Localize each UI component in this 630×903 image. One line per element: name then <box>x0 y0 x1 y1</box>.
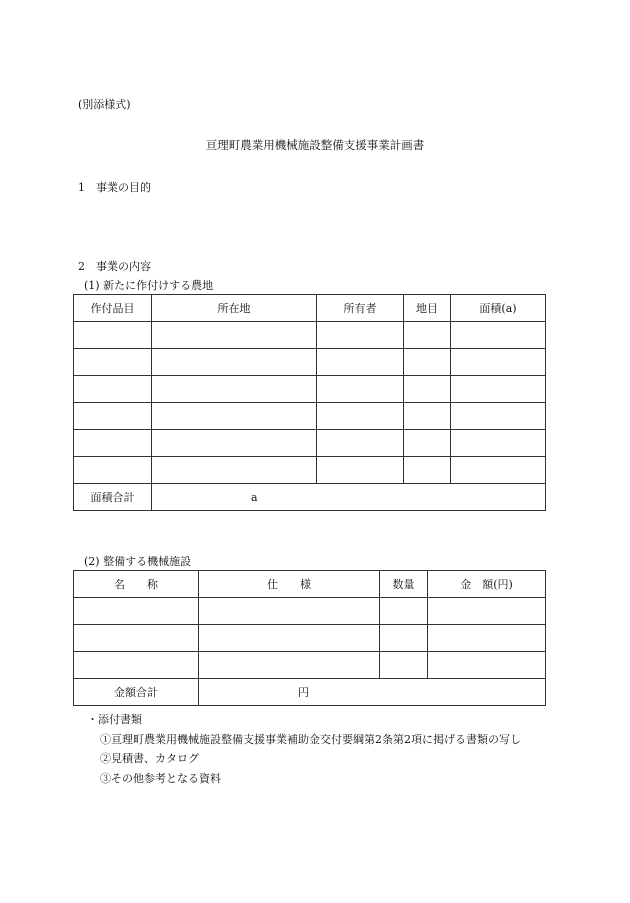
land-category-cell[interactable] <box>404 376 451 403</box>
table-row <box>74 403 546 430</box>
location-cell[interactable] <box>152 430 317 457</box>
location-cell[interactable] <box>152 376 317 403</box>
document-title: 亘理町農業用機械施設整備支援事業計画書 <box>205 138 425 152</box>
amount-cell[interactable] <box>428 652 546 679</box>
header-name: 名 称 <box>74 571 199 598</box>
location-cell[interactable] <box>152 322 317 349</box>
crop-cell[interactable] <box>74 322 152 349</box>
crop-cell[interactable] <box>74 376 152 403</box>
crop-cell[interactable] <box>74 403 152 430</box>
table-row <box>74 349 546 376</box>
table-row <box>74 625 546 652</box>
area-cell[interactable] <box>451 430 546 457</box>
amount-total-label: 金額合計 <box>74 679 199 706</box>
section-2-title: 事業の内容 <box>96 260 151 273</box>
crop-cell[interactable] <box>74 430 152 457</box>
land-category-cell[interactable] <box>404 457 451 484</box>
specification-cell[interactable] <box>199 652 380 679</box>
quantity-cell[interactable] <box>380 652 428 679</box>
header-owner: 所有者 <box>317 295 404 322</box>
amount-cell[interactable] <box>428 625 546 652</box>
farmland-header-row <box>74 295 546 322</box>
section-1-heading <box>78 179 151 195</box>
section-2-heading <box>78 258 151 274</box>
name-cell[interactable] <box>74 652 199 679</box>
farmland-total-row <box>74 484 546 511</box>
area-total-unit: a <box>251 490 258 504</box>
area-total-value[interactable] <box>152 484 546 511</box>
table-row <box>74 376 546 403</box>
land-category-cell[interactable] <box>404 430 451 457</box>
amount-total-unit: 円 <box>298 686 309 699</box>
name-cell[interactable] <box>74 625 199 652</box>
attachment-item-2: ②見積書、カタログ <box>100 752 199 765</box>
table-row <box>74 322 546 349</box>
header-quantity: 数量 <box>380 571 428 598</box>
header-land-category: 地目 <box>404 295 451 322</box>
owner-cell[interactable] <box>317 430 404 457</box>
table-row <box>74 598 546 625</box>
owner-cell[interactable] <box>317 349 404 376</box>
location-cell[interactable] <box>152 349 317 376</box>
land-category-cell[interactable] <box>404 349 451 376</box>
section-1-title: 事業の目的 <box>96 181 151 194</box>
attachment-item-3: ③その他参考となる資料 <box>100 772 221 785</box>
farmland-heading: (1) 新たに作付けする農地 <box>84 279 214 292</box>
header-amount: 金 額(円) <box>428 571 546 598</box>
header-specification: 仕 様 <box>199 571 380 598</box>
table-row <box>74 457 546 484</box>
location-cell[interactable] <box>152 457 317 484</box>
attachments-heading: ・添付書類 <box>87 713 142 726</box>
section-1-number: 1 <box>78 181 85 194</box>
amount-total-value[interactable] <box>199 679 546 706</box>
machinery-table <box>73 570 546 706</box>
land-category-cell[interactable] <box>404 403 451 430</box>
owner-cell[interactable] <box>317 322 404 349</box>
table-row <box>74 430 546 457</box>
area-cell[interactable] <box>451 376 546 403</box>
area-total-label: 面積合計 <box>74 484 152 511</box>
farmland-table <box>73 294 546 511</box>
quantity-cell[interactable] <box>380 598 428 625</box>
header-location: 所在地 <box>152 295 317 322</box>
owner-cell[interactable] <box>317 457 404 484</box>
location-cell[interactable] <box>152 403 317 430</box>
area-cell[interactable] <box>451 457 546 484</box>
machinery-heading: (2) 整備する機械施設 <box>84 555 192 568</box>
specification-cell[interactable] <box>199 598 380 625</box>
area-cell[interactable] <box>451 403 546 430</box>
crop-cell[interactable] <box>74 457 152 484</box>
form-label: (別添様式) <box>78 98 131 111</box>
name-cell[interactable] <box>74 598 199 625</box>
machinery-total-row <box>74 679 546 706</box>
attachment-item-1: ①亘理町農業用機械施設整備支援事業補助金交付要綱第2条第2項に掲げる書類の写し <box>100 733 521 746</box>
area-cell[interactable] <box>451 349 546 376</box>
specification-cell[interactable] <box>199 625 380 652</box>
owner-cell[interactable] <box>317 376 404 403</box>
machinery-header-row <box>74 571 546 598</box>
section-2-number: 2 <box>78 260 85 273</box>
header-crop: 作付品目 <box>74 295 152 322</box>
land-category-cell[interactable] <box>404 322 451 349</box>
table-row <box>74 652 546 679</box>
amount-cell[interactable] <box>428 598 546 625</box>
header-area: 面積(a) <box>451 295 546 322</box>
area-cell[interactable] <box>451 322 546 349</box>
owner-cell[interactable] <box>317 403 404 430</box>
quantity-cell[interactable] <box>380 625 428 652</box>
crop-cell[interactable] <box>74 349 152 376</box>
